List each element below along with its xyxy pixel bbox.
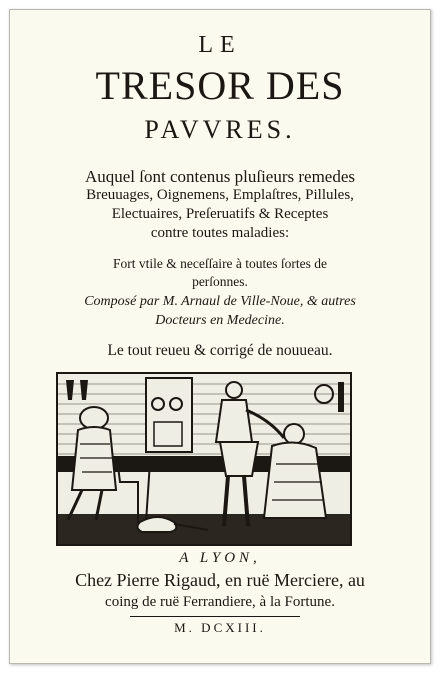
imprint-address-line: coing de ruë Ferrandiere, à la Fortune. (105, 594, 335, 610)
title-line-2: TRESOR DES (95, 63, 345, 108)
author-line-1: Composé par M. Arnaul de Ville-Noue, & autres (84, 294, 356, 309)
imprint-publisher-line: Chez Pierre Rigaud, en ruë Merciere, au (75, 570, 365, 590)
description-line-3: Electuaires, Preſeruatifs & Receptes (111, 206, 329, 222)
revision-note: Le tout reueu & corrigé de nouueau. (107, 342, 333, 359)
title-line-3: PAVVRES. (144, 115, 296, 144)
woodcut-illustration (56, 372, 352, 546)
description-line-2: Breuuages, Oignemens, Emplaſtres, Pillules, (86, 187, 354, 203)
author-line-2: Docteurs en Medecine. (155, 313, 285, 328)
imprint-city: A LYON, (179, 550, 261, 566)
imprint-divider (130, 616, 300, 617)
title-page (9, 9, 431, 664)
utility-line-2: perſonnes. (192, 274, 248, 289)
title-line-1: LE (198, 32, 242, 58)
description-line-1: Auquel ſont contenus pluſieurs remedes (84, 167, 356, 186)
imprint-date: M. DCXIII. (174, 620, 266, 635)
utility-line-1: Fort vtile & neceſſaire à toutes ſortes de (112, 256, 328, 271)
description-line-4: contre toutes maladies: (150, 225, 290, 241)
